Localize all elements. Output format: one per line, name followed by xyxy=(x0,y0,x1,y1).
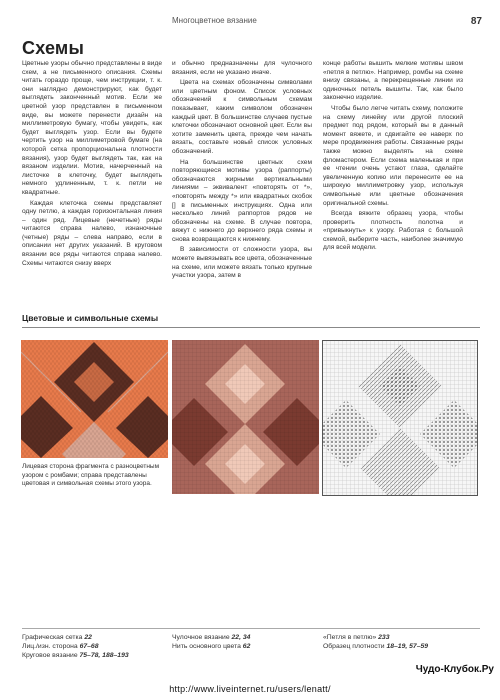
running-header xyxy=(0,16,500,32)
paragraph: Всегда вяжите образец узора, чтобы проверить плотность полотна и «привыкнуть» к узору. Работая с большой схемой, выберите часть, наиболее значимую для всей модели. xyxy=(323,210,463,252)
text-column-3 xyxy=(323,60,463,255)
paragraph: Чтобы было легче читать схему, положите на схему линейку или другой плоский предмет под рядом, который вы в данный момент вяжете, и сдвигайте ее наверх по мере продвижения работы. Связанные ряды также можно выделять на схеме фломастером. Если схема маленькая и при ее чтении очень устают глаза, сделайте увеличенную копию или перенесите ее на широкую миллиметровку узор, используя символьные или цветные обозначения оригинальной схемы. xyxy=(323,104,463,207)
index-entry: Лиц./изн. сторона 67–68 xyxy=(22,643,99,650)
cross-reference-index-1 xyxy=(22,633,129,660)
section-subheading: Цветовые и символьные схемы xyxy=(22,313,159,323)
color-chart xyxy=(172,340,319,494)
paragraph: и обычно предназначены для чулочного вязания, если не указано иначе. xyxy=(172,60,312,76)
paragraph: На большинстве цветных схем повторяющиеся мотивы узора (раппорты) обозначаются жирными вертикальными линиями – эквивалент «повторять от *», «повторять между *» или квадратных скобок [] в письменных инструкциях. Одна или несколько линий раппортов рядов не обозначены на схеме. В случае повтора, вяжут с нижнего до верхнего ряда схемы и снова возвращаются к нижнему. xyxy=(172,158,312,243)
index-entry: Чулочное вязание 22, 34 xyxy=(172,634,251,641)
index-entry: Графическая сетка 22 xyxy=(22,634,92,641)
index-entry: Образец плотности 18–19, 57–59 xyxy=(323,643,429,650)
paragraph: конце работы вышить мелкие мотивы швом «петля в петлю». Например, ромбы на схеме внизу связаны, а перекрещенные линии из одиночных петель вышиты. Так, как было законечно изделие. xyxy=(323,60,463,102)
watermark-url: http://www.liveinternet.ru/users/lenatt/ xyxy=(169,684,331,694)
paragraph: Цветные узоры обычно представлены в виде схем, а не письменного описания. Схемы читать гораздо проще, чем инструкции, т. к. они наглядно демонстрируют, как будет выглядеть законченный мотив. Если же цветной узор представлен в письменном виде, вы можете перенести дизайн на миллиметровую бумагу, чтобы увидеть, как будет выглядеть узор. Если вы будете чертить узор на миллиметровой бумаге (на которой сетка пропорциональна плотности вязания), узор будет выглядеть так, как на вязаном изделии. Мотив, начерченный на листочке в клеточку, будет выглядеть немного удлиненным, т. к. петли не квадратные. xyxy=(22,60,162,196)
index-entry: Нить основного цвета 62 xyxy=(172,643,251,650)
page-title: Схемы xyxy=(22,38,85,58)
page-number: 87 xyxy=(470,16,482,27)
text-column-2 xyxy=(172,60,312,283)
text-column-1 xyxy=(22,60,162,270)
index-entry: Круговое вязание 75–78, 188–193 xyxy=(22,652,129,659)
cross-reference-index-2 xyxy=(172,633,250,651)
symbol-chart xyxy=(322,340,478,496)
figure-caption: Лицевая сторона фрагмента с разноцветным узором с ромбами; справа представлены цветовая и символьная схемы этого узора. xyxy=(22,463,160,487)
divider xyxy=(22,327,480,328)
paragraph: Цвета на схемах обозначены символами или цветным фоном. Список условных обозначений к символьным схемам показывает, каким символом обозначен каждый цвет. В большинстве случаев пустые клеточки обозначают основной цвет. Если вы хотите заменить цвета, прежде чем начать вязать, составьте новый список условных обозначений. xyxy=(172,79,312,155)
watermark-brand: Чудо-Клубок.Ру xyxy=(415,664,494,675)
paragraph: В зависимости от сложности узора, вы можете вывязывать все цвета, обозначенные на схеме, или можете вязать только крупные участки узора, затем в xyxy=(172,246,312,280)
index-entry: «Петля в петлю» 233 xyxy=(323,634,390,641)
paragraph: Каждая клеточка схемы представляет одну петлю, а каждая горизонтальная линия – один ряд. Лицевые (нечетные) ряды читаются справа налево, изнаночные (четные) ряды – слева направо, если в описании нет других указаний. В круговом вязании все ряды читаются справа налево. Схемы читаются снизу вверх xyxy=(22,199,162,267)
cross-reference-index-3 xyxy=(323,633,428,651)
footer-divider xyxy=(22,628,480,629)
knitted-swatch-photo xyxy=(21,340,168,458)
section-title: Многоцветное вязание xyxy=(172,16,257,25)
